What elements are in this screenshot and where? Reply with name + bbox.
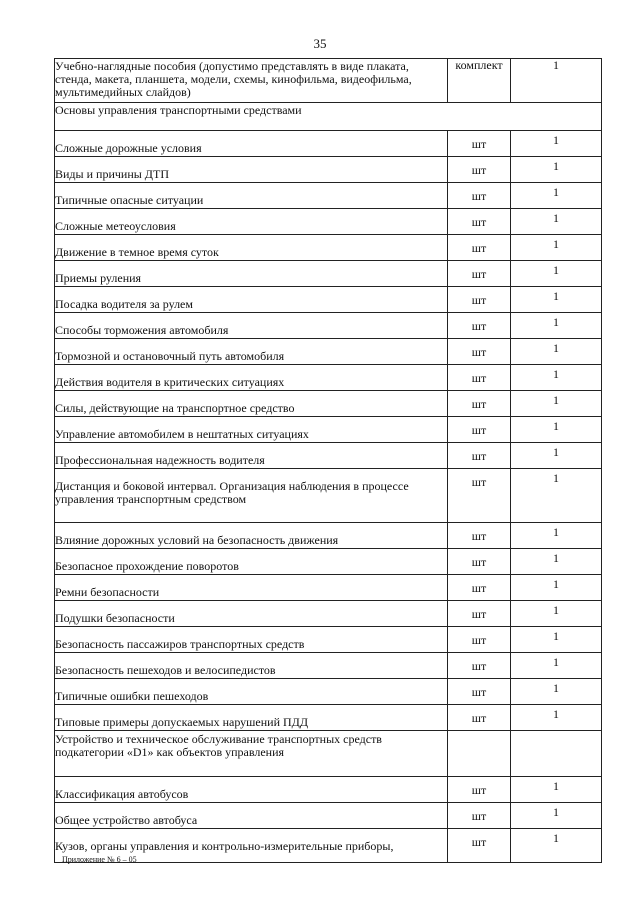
item-unit: шт [448,391,511,417]
item-unit: шт [448,365,511,391]
section-title: Основы управления транспортными средствами [55,103,602,131]
item-quantity: 1 [511,365,602,391]
item-unit: шт [448,705,511,731]
item-unit: шт [448,183,511,209]
item-unit: шт [448,627,511,653]
item-quantity: 1 [511,235,602,261]
table-row [55,705,602,731]
item-unit: шт [448,209,511,235]
item-unit: шт [448,157,511,183]
item-unit: шт [448,261,511,287]
item-quantity: 1 [511,523,602,549]
table-row [55,549,602,575]
table-row [55,59,602,103]
table-row [55,235,602,261]
item-unit: шт [448,131,511,157]
item-quantity: 1 [511,183,602,209]
footer-note: Приложение № 6 – 05 [62,855,137,864]
table-row [55,183,602,209]
item-name: Безопасность пешеходов и велосипедистов [55,653,448,679]
equipment-table [54,58,602,863]
item-unit: шт [448,829,511,863]
item-name: Ремни безопасности [55,575,448,601]
item-name: Безопасное прохождение поворотов [55,549,448,575]
item-quantity: 1 [511,339,602,365]
item-quantity: 1 [511,705,602,731]
item-unit: шт [448,339,511,365]
page-number: 35 [313,36,327,51]
item-quantity: 1 [511,443,602,469]
item-unit: шт [448,803,511,829]
item-name: Профессиональная надежность водителя [55,443,448,469]
table-row [55,417,602,443]
table-row [55,627,602,653]
table-row [55,365,602,391]
item-name: Виды и причины ДТП [55,157,448,183]
item-quantity: 1 [511,627,602,653]
table-row [55,653,602,679]
table-row [55,287,602,313]
item-quantity: 1 [511,313,602,339]
table-row [55,339,602,365]
item-name: Управление автомобилем в нештатных ситуациях [55,417,448,443]
item-quantity: 1 [511,157,602,183]
table-row [55,575,602,601]
item-quantity: 1 [511,653,602,679]
item-name: Безопасность пассажиров транспортных средств [55,627,448,653]
table-row [55,803,602,829]
item-unit: шт [448,469,511,523]
item-unit: шт [448,313,511,339]
item-quantity: 1 [511,417,602,443]
item-unit: шт [448,653,511,679]
item-quantity: 1 [511,575,602,601]
item-quantity: 1 [511,131,602,157]
item-unit: шт [448,601,511,627]
item-unit: шт [448,679,511,705]
item-quantity: 1 [511,261,602,287]
table-row [55,157,602,183]
item-name: Дистанция и боковой интервал. Организация наблюдения в процессе управления транспортным средством [55,469,448,523]
item-quantity: 1 [511,777,602,803]
table-row [55,391,602,417]
item-name: Приемы руления [55,261,448,287]
item-name: Движение в темное время суток [55,235,448,261]
item-name: Влияние дорожных условий на безопасность движения [55,523,448,549]
item-name: Сложные дорожные условия [55,131,448,157]
table-row [55,601,602,627]
item-name: Кузов, органы управления и контрольно-измерительные приборы, [55,829,448,863]
item-quantity: 1 [511,59,602,103]
subsection-row [55,731,602,777]
table-row [55,777,602,803]
item-name: Сложные метеоусловия [55,209,448,235]
table-row [55,209,602,235]
item-unit: комплект [448,59,511,103]
item-quantity: 1 [511,549,602,575]
item-quantity [511,731,602,777]
item-unit: шт [448,523,511,549]
item-quantity: 1 [511,803,602,829]
table-row [55,131,602,157]
item-name: Общее устройство автобуса [55,803,448,829]
table-row [55,261,602,287]
item-quantity: 1 [511,391,602,417]
item-name: Тормозной и остановочный путь автомобиля [55,339,448,365]
item-unit: шт [448,575,511,601]
item-name: Посадка водителя за рулем [55,287,448,313]
item-unit: шт [448,235,511,261]
item-unit [448,731,511,777]
item-name: Учебно-наглядные пособия (допустимо представлять в виде плаката, стенда, макета, планшета, модели, схемы, кинофильма, видеофильма, мультимедийных слайдов) [55,59,448,103]
table-row [55,443,602,469]
item-name: Классификация автобусов [55,777,448,803]
item-name: Силы, действующие на транспортное средство [55,391,448,417]
item-name: Действия водителя в критических ситуациях [55,365,448,391]
item-unit: шт [448,549,511,575]
table-row [55,523,602,549]
item-quantity: 1 [511,287,602,313]
item-quantity: 1 [511,829,602,863]
item-unit: шт [448,777,511,803]
item-quantity: 1 [511,469,602,523]
table-row [55,679,602,705]
item-name: Типичные ошибки пешеходов [55,679,448,705]
item-name: Типичные опасные ситуации [55,183,448,209]
item-name: Подушки безопасности [55,601,448,627]
item-quantity: 1 [511,209,602,235]
section-row [55,103,602,131]
table-row [55,469,602,523]
item-unit: шт [448,287,511,313]
item-unit: шт [448,417,511,443]
item-unit: шт [448,443,511,469]
item-name: Способы торможения автомобиля [55,313,448,339]
table-row [55,313,602,339]
item-quantity: 1 [511,601,602,627]
subsection-title: Устройство и техническое обслуживание транспортных средств подкатегории «D1» как объектов управления [55,731,448,777]
item-quantity: 1 [511,679,602,705]
item-name: Типовые примеры допускаемых нарушений ПДД [55,705,448,731]
